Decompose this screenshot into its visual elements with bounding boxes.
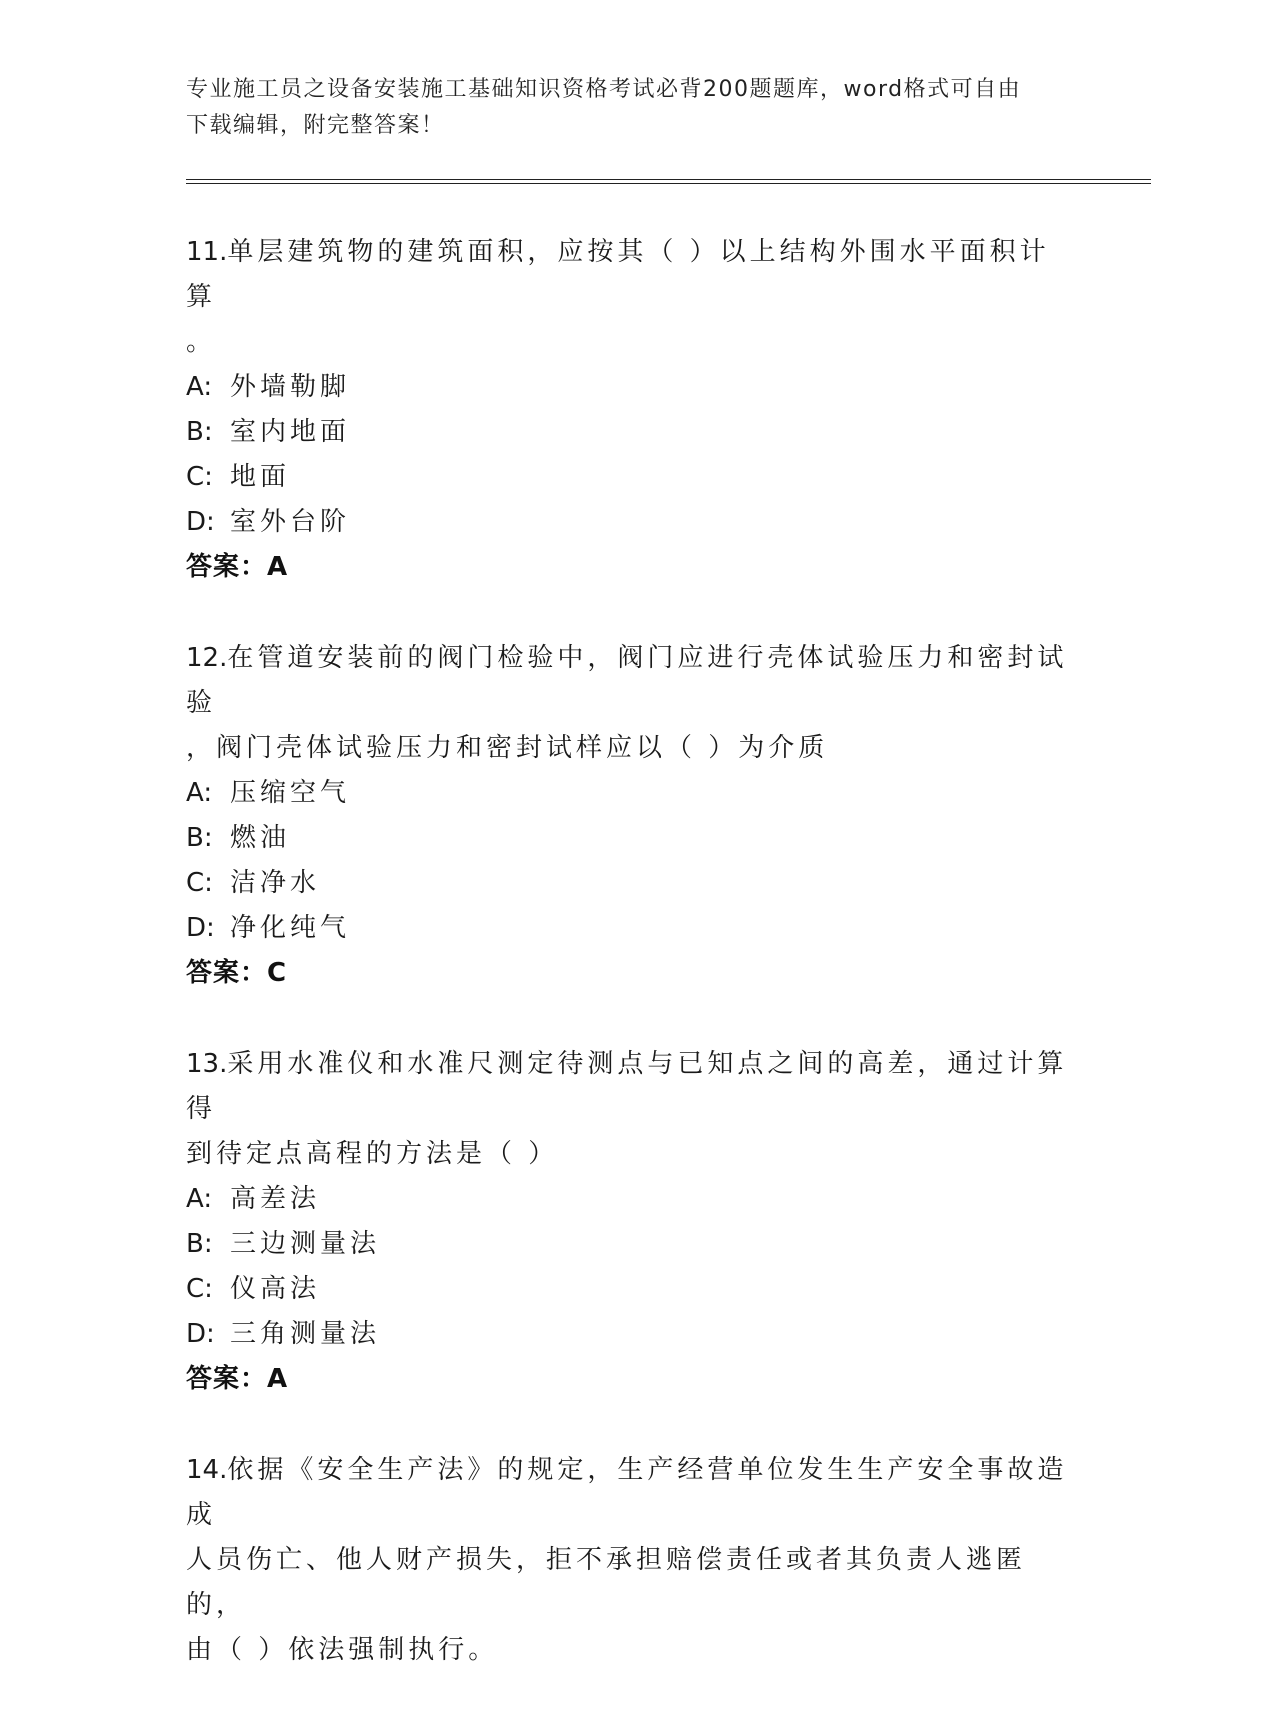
option-b bbox=[186, 816, 1076, 861]
option-label: A: bbox=[186, 372, 213, 402]
option-d bbox=[186, 906, 1076, 951]
answer-text: 答案：A bbox=[186, 1364, 289, 1394]
header-line-2: 下载编辑，附完整答案！ bbox=[186, 113, 445, 138]
question-12 bbox=[186, 636, 1076, 996]
question-11 bbox=[186, 230, 1076, 590]
option-label: B: bbox=[186, 1229, 213, 1259]
option-label: D: bbox=[186, 1319, 215, 1349]
question-14 bbox=[186, 1448, 1076, 1673]
question-number: 11. bbox=[186, 237, 228, 267]
question-line: 依据《安全生产法》的规定，生产经营单位发生生产安全事故造成 bbox=[186, 1455, 1068, 1530]
option-d bbox=[186, 1312, 1076, 1357]
document-header bbox=[186, 72, 1066, 144]
option-text: 压缩空气 bbox=[230, 778, 351, 808]
question-list bbox=[186, 230, 1076, 1719]
answer-text: 答案：A bbox=[186, 552, 289, 582]
option-text: 地面 bbox=[230, 462, 291, 492]
question-number: 13. bbox=[186, 1049, 228, 1079]
question-line: 。 bbox=[186, 327, 217, 357]
option-text: 外墙勒脚 bbox=[230, 372, 351, 402]
option-text: 三边测量法 bbox=[230, 1229, 381, 1259]
question-line: ，阀门壳体试验压力和密封试样应以（ ）为介质 bbox=[186, 733, 829, 763]
option-label: D: bbox=[186, 507, 215, 537]
question-number: 14. bbox=[186, 1455, 228, 1485]
option-b bbox=[186, 410, 1076, 455]
header-line-1: 专业施工员之设备安装施工基础知识资格考试必背200题题库，word格式可自由 bbox=[186, 77, 1022, 102]
option-text: 三角测量法 bbox=[230, 1319, 381, 1349]
option-text: 仪高法 bbox=[230, 1274, 321, 1304]
option-a bbox=[186, 771, 1076, 816]
option-text: 燃油 bbox=[230, 823, 291, 853]
question-line: 采用水准仪和水准尺测定待测点与已知点之间的高差，通过计算得 bbox=[186, 1049, 1068, 1124]
option-label: A: bbox=[186, 1184, 213, 1214]
question-line: 单层建筑物的建筑面积，应按其（ ）以上结构外围水平面积计算 bbox=[186, 237, 1050, 312]
option-text: 室外台阶 bbox=[230, 507, 351, 537]
option-text: 室内地面 bbox=[230, 417, 351, 447]
option-label: C: bbox=[186, 1274, 213, 1304]
answer-text: 答案：C bbox=[186, 958, 288, 988]
option-a bbox=[186, 365, 1076, 410]
option-c bbox=[186, 455, 1076, 500]
question-text bbox=[186, 1042, 1076, 1177]
option-c bbox=[186, 861, 1076, 906]
option-text: 高差法 bbox=[230, 1184, 321, 1214]
option-b bbox=[186, 1222, 1076, 1267]
option-c bbox=[186, 1267, 1076, 1312]
option-label: A: bbox=[186, 778, 213, 808]
question-text bbox=[186, 230, 1076, 365]
question-line: 到待定点高程的方法是（ ） bbox=[186, 1139, 559, 1169]
question-text bbox=[186, 636, 1076, 771]
option-text: 净化纯气 bbox=[230, 913, 351, 943]
question-13 bbox=[186, 1042, 1076, 1402]
question-line: 在管道安装前的阀门检验中，阀门应进行壳体试验压力和密封试验 bbox=[186, 643, 1068, 718]
question-line: 人员伤亡、他人财产损失，拒不承担赔偿责任或者其负责人逃匿的， bbox=[186, 1545, 1027, 1620]
question-number: 12. bbox=[186, 643, 228, 673]
option-label: D: bbox=[186, 913, 215, 943]
question-line: 由（ ）依法强制执行。 bbox=[186, 1635, 499, 1665]
option-label: C: bbox=[186, 462, 213, 492]
header-divider-top bbox=[186, 179, 1151, 180]
option-d bbox=[186, 500, 1076, 545]
question-text bbox=[186, 1448, 1076, 1673]
option-a bbox=[186, 1177, 1076, 1222]
option-text: 洁净水 bbox=[230, 868, 321, 898]
option-label: B: bbox=[186, 417, 213, 447]
option-label: C: bbox=[186, 868, 213, 898]
option-label: B: bbox=[186, 823, 213, 853]
header-divider-bottom bbox=[186, 183, 1151, 184]
